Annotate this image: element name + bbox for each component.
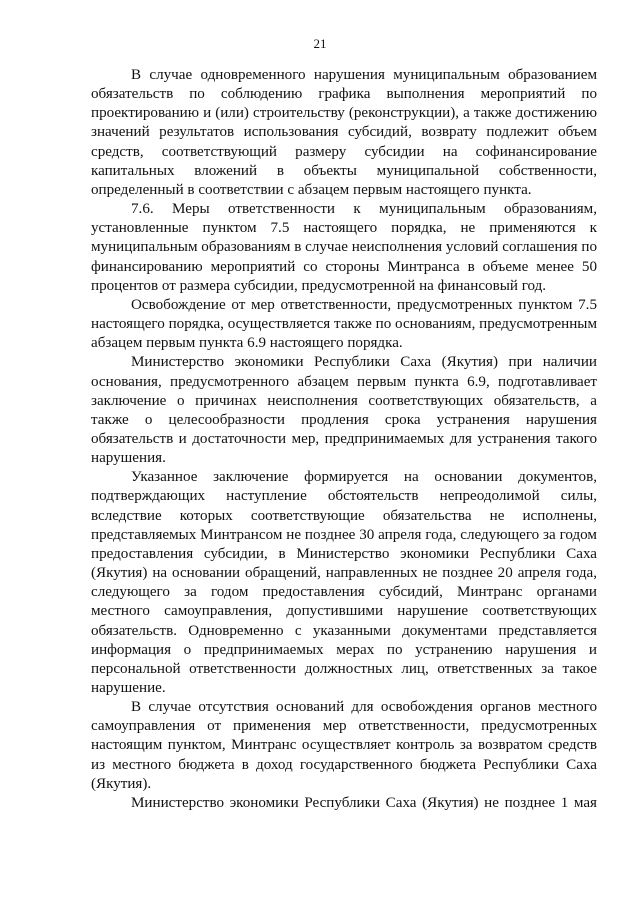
paragraph-conclusion-basis: Указанное заключение формируется на основании документов, подтверждающих наступление обстоятельств непреодолимой силы, вследствие которых соответствующие обязательства не исполнены, представляемых Минтрансом не позднее 30 апреля года, следующего за годом предоставления субсидии, в Министерство экономики Республики Саха (Якутия) на основании обращений, направленных не позднее 20 апреля года, следующего за годом предоставления субсидий, Минтранс органами местного самоуправления, допустившими нарушение соответствующих обязательств. Одновременно с указанными документами представляется информация о предпринимаемых мерах по устранению нарушения и персональной ответственности должностных лиц, ответственных за такое нарушение.: [91, 469, 597, 696]
page-number: 21: [313, 36, 327, 51]
paragraph-no-grounds: В случае отсутствия оснований для освобождения органов местного самоуправления от применения мер ответственности, предусмотренных настоящим пунктом, Минтранс осуществляет контроль за возвратом средств из местного бюджета в доход государственного бюджета Республики Саха (Якутия).: [91, 699, 597, 792]
paragraph-exemption: Освобождение от мер ответственности, предусмотренных пунктом 7.5 настоящего порядка, осуществляется также по основаниям, предусмотренным абзацем первым пункта 6.9 настоящего порядка.: [91, 296, 597, 352]
document-body: [91, 66, 597, 813]
paragraph-7-6: 7.6. Меры ответственности к муниципальным образованиям, установленные пунктом 7.5 настоящего порядка, не применяются к муниципальным образованиям в случае неисполнения условий соглашения по финансированию мероприятий со стороны Минтранса в объеме менее 50 процентов от размера субсидии, предусмотренной на финансовый год.: [91, 201, 597, 294]
paragraph-ministry-deadline: Министерство экономики Республики Саха (Якутия) не позднее 1 мая: [131, 794, 597, 811]
paragraph-ministry-conclusion: Министерство экономики Республики Саха (Якутия) при наличии основания, предусмотренного абзацем первым пункта 6.9, подготавливает заключение о причинах неисполнения соответствующих обязательств, а также о целесообразности продления срока устранения нарушения обязательств и достаточности мер, предпринимаемых для устранения такого нарушения.: [91, 354, 597, 467]
paragraph-simultaneous-violation: В случае одновременного нарушения муниципальным образованием обязательств по соблюдению графика выполнения мероприятий по проектированию и (или) строительству (реконструкции), а также достижению значений результатов использования субсидий, возврату подлежит объем средств, соответствующий размеру субсидии на софинансирование капитальных вложений в объекты муниципальной собственности, определенный в соответствии с абзацем первым настоящего пункта.: [91, 67, 597, 198]
